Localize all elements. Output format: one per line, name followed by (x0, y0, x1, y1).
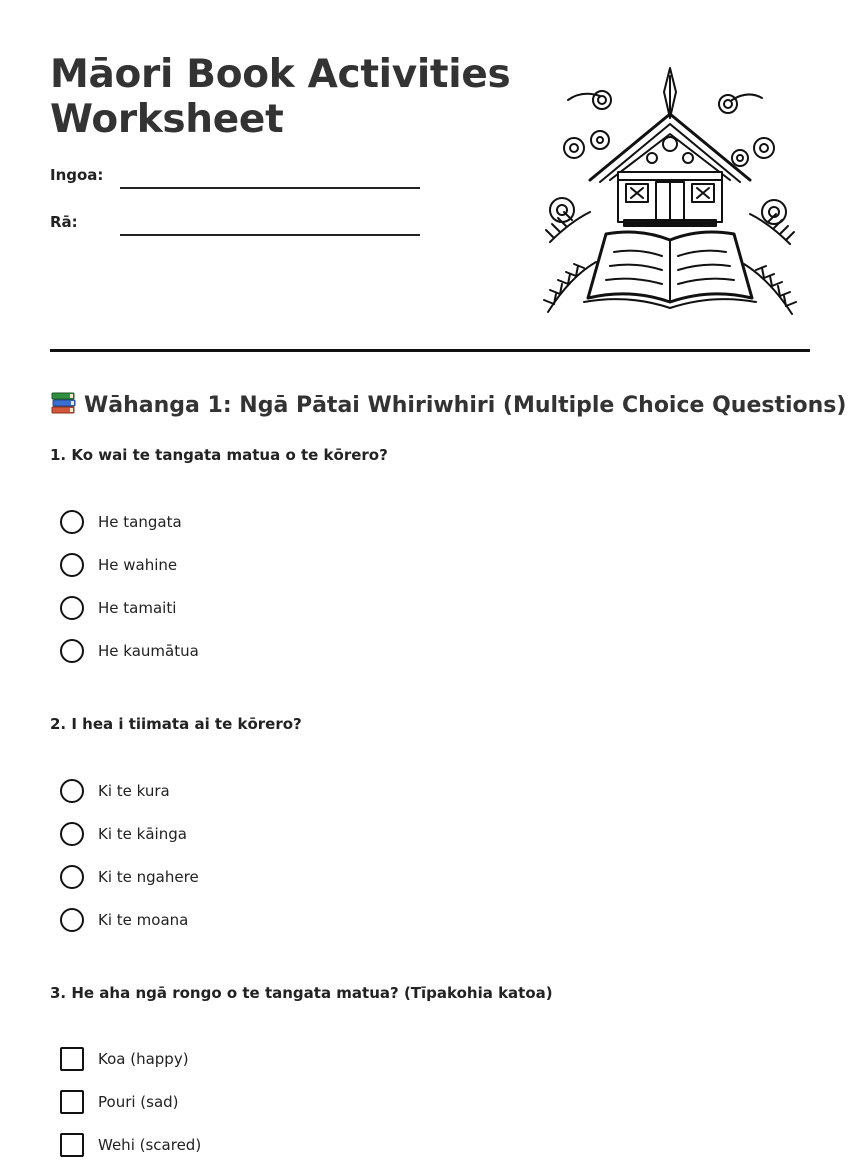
q2-option-3[interactable] (60, 864, 199, 890)
question-3: 3. He aha ngā rongo o te tangata matua? (Tīpakohia katoa) (50, 984, 553, 1002)
date-field[interactable] (120, 234, 420, 236)
koru-right-icon (719, 94, 762, 113)
name-field[interactable] (120, 187, 420, 189)
page-title (50, 52, 510, 142)
title-line-1: Māori Book Activities (50, 52, 511, 97)
question-2: 2. I hea i tiimata ai te kōrero? (50, 715, 302, 733)
section-1-title (50, 390, 846, 418)
q3-option-3[interactable] (60, 1132, 201, 1158)
wharenui-book-illustration (540, 62, 800, 322)
option-label: He tangata (98, 513, 182, 531)
section-1-title-text: Wāhanga 1: Ngā Pātai Whiriwhiri (Multiple Choice Questions) (84, 393, 847, 418)
q3-option-2[interactable] (60, 1089, 179, 1115)
q2-option-4[interactable] (60, 907, 188, 933)
open-book-icon (584, 232, 756, 308)
title-line-2: Worksheet (50, 97, 284, 142)
option-label: Ki te kāinga (98, 825, 187, 843)
q1-option-3[interactable] (60, 595, 176, 621)
option-label: He wahine (98, 556, 178, 574)
option-label: Wehi (scared) (98, 1136, 202, 1154)
option-label: Ki te kura (98, 782, 170, 800)
q2-option-1[interactable] (60, 778, 170, 804)
q3-option-1[interactable] (60, 1046, 189, 1072)
checkbox[interactable] (60, 1090, 84, 1114)
radio-button[interactable] (60, 639, 84, 663)
option-label: He kaumātua (98, 642, 199, 660)
radio-button[interactable] (60, 822, 84, 846)
radio-button[interactable] (60, 865, 84, 889)
q2-option-2[interactable] (60, 821, 187, 847)
option-label: Pouri (sad) (98, 1093, 179, 1111)
name-label: Ingoa: (50, 166, 104, 184)
checkbox[interactable] (60, 1133, 84, 1157)
option-label: Ki te ngahere (98, 868, 199, 886)
radio-button[interactable] (60, 553, 84, 577)
option-label: Ki te moana (98, 911, 189, 929)
question-1: 1. Ko wai te tangata matua o te kōrero? (50, 446, 388, 464)
checkbox[interactable] (60, 1047, 84, 1071)
option-label: He tamaiti (98, 599, 177, 617)
date-label: Rā: (50, 213, 78, 231)
header-divider (50, 349, 810, 352)
option-label: Koa (happy) (98, 1050, 189, 1068)
radio-button[interactable] (60, 510, 84, 534)
radio-button[interactable] (60, 908, 84, 932)
q1-option-2[interactable] (60, 552, 177, 578)
q1-option-4[interactable] (60, 638, 199, 664)
radio-button[interactable] (60, 596, 84, 620)
books-icon (50, 390, 78, 416)
q1-option-1[interactable] (60, 509, 182, 535)
koru-left-icon (568, 91, 611, 109)
radio-button[interactable] (60, 779, 84, 803)
